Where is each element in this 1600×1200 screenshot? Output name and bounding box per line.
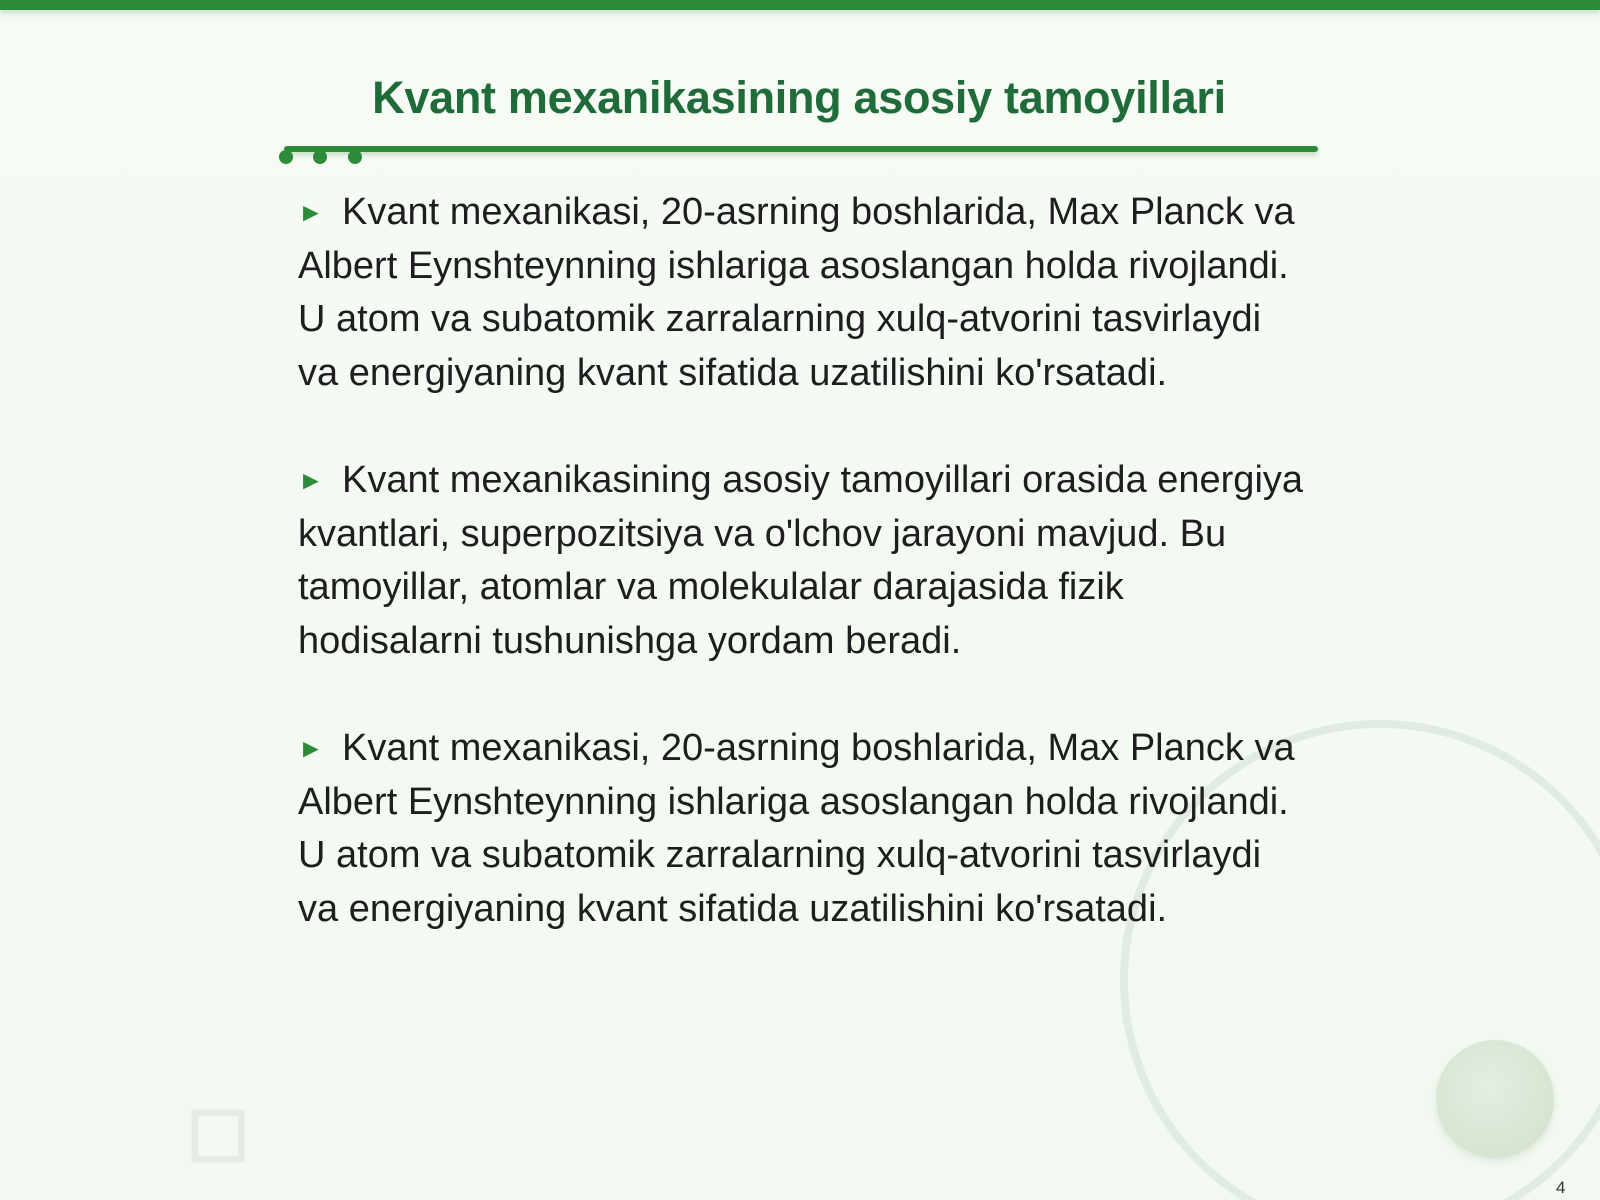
title-dot [279,150,293,164]
top-accent-bar [0,0,1600,10]
bullet-text: Kvant mexanikasi, 20-asrning boshlarida, Max Planck va Albert Eynshteynning ishlariga asoslangan holda rivojlandi. U atom va subatomik zarralarning xulq-atvorini tasvirlaydi va energiyaning kvant sifatida uzatilishini ko'rsatadi. [298,727,1295,930]
triangle-right-icon: ► [298,197,324,227]
bullet-text: Kvant mexanikasining asosiy tamoyillari orasida energiya kvantlari, superpozitsiya va o'lchov jarayoni mavjud. Bu tamoyillar, atomlar va molekulalar darajasida fizik hodisalarni tushunishga yordam beradi. [298,459,1304,662]
bullet-item [298,722,1308,936]
bullet-list [298,186,1308,990]
decorative-disc [1436,1040,1554,1158]
decorative-square [192,1110,244,1162]
triangle-right-icon: ► [298,733,324,763]
page-number: 4 [1556,1178,1566,1197]
title-dot [348,150,362,164]
title-underline [284,146,1318,152]
bullet-item [298,186,1308,400]
title-dot [313,150,327,164]
bullet-text: Kvant mexanikasi, 20-asrning boshlarida, Max Planck va Albert Eynshteynning ishlariga asoslangan holda rivojlandi. U atom va subatomik zarralarning xulq-atvorini tasvirlaydi va energiyaning kvant sifatida uzatilishini ko'rsatadi. [298,191,1295,394]
bullet-item [298,454,1308,668]
triangle-right-icon: ► [298,465,324,495]
slide-title: Kvant mexanikasining asosiy tamoyillari [372,72,1226,123]
